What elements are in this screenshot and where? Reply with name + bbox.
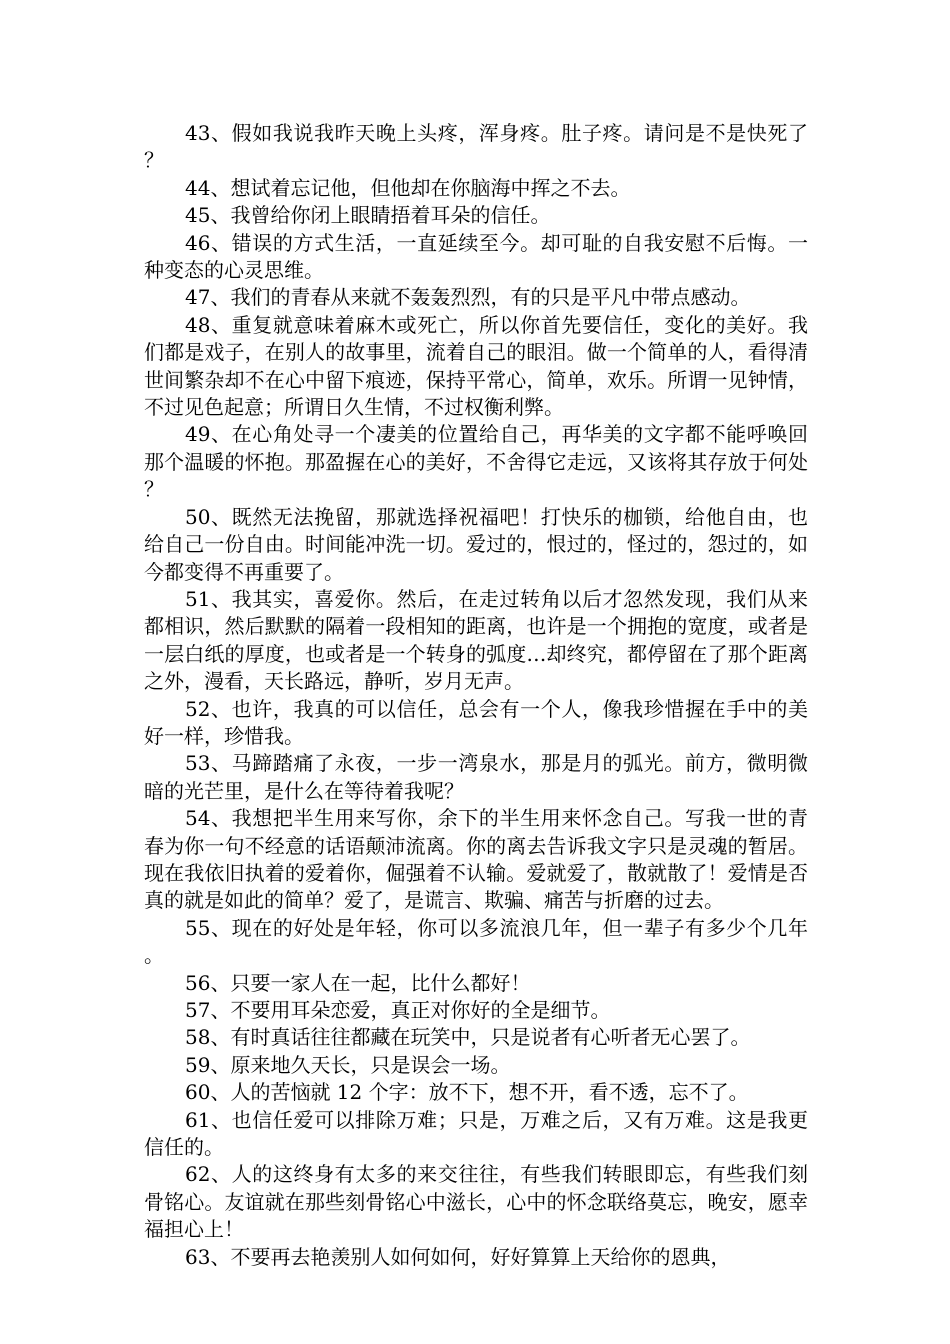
paragraph-50: 50、既然无法挽留，那就选择祝福吧！打快乐的枷锁，给他自由，也给自己一份自由。时间能冲洗一切。爱过的，恨过的，怪过的，怨过的，如今都变得不再重要了。 bbox=[144, 504, 808, 584]
paragraph-48: 48、重复就意味着麻木或死亡，所以你首先要信任，变化的美好。我们都是戏子，在别人的故事里，流着自己的眼泪。做一个简单的人，看得清世间繁杂却不在心中留下痕迹，保持平常心，简单，欢乐。所谓一见钟情，不过见色起意；所谓日久生情，不过权衡利弊。 bbox=[144, 312, 808, 420]
paragraph-57: 57、不要用耳朵恋爱，真正对你好的全是细节。 bbox=[185, 998, 611, 1022]
paragraph-63: 63、不要再去艳羡别人如何如何，好好算算上天给你的恩典， bbox=[185, 1244, 731, 1269]
paragraph-51: 51、我其实，喜爱你。然后，在走过转角以后才忽然发现，我们从来都相识，然后默默的隔着一段相知的距离，也许是一个拥抱的宽度，或者是一层白纸的厚度，也或者是一个转身的弧度…却终究，都停留在了那个距离之外，漫看，天长路远，静听，岁月无声。 bbox=[144, 586, 808, 694]
paragraph-62: 62、人的这终身有太多的来交往往，有些我们转眼即忘，有些我们刻骨铭心。友谊就在那些刻骨铭心中滋长，心中的怀念联络莫忘，晚安，愿幸福担心上！ bbox=[144, 1162, 808, 1242]
paragraph-46: 46、错误的方式生活，一直延续至今。却可耻的自我安慰不后悔。一种变态的心灵思维。 bbox=[144, 230, 808, 283]
paragraph-54: 54、我想把半生用来写你，余下的半生用来怀念自己。写我一世的青春为你一句不经意的话语颠沛流离。你的离去告诉我文字只是灵魂的暂居。现在我依旧执着的爱着你，倔强着不认输。爱就爱了，散就散了！爱情是否真的就是如此的简单？爱了，是谎言、欺骗、痛苦与折磨的过去。 bbox=[144, 806, 808, 913]
paragraph-55: 55、现在的好处是年轻，你可以多流浪几年，但一辈子有多少个几年。 bbox=[144, 915, 808, 968]
document-page bbox=[144, 120, 808, 1271]
paragraph-45: 45、我曾给你闭上眼睛捂着耳朵的信任。 bbox=[185, 203, 551, 228]
paragraph-52: 52、也许，我真的可以信任，总会有一个人，像我珍惜握在手中的美好一样，珍惜我。 bbox=[144, 696, 808, 748]
paragraph-49: 49、在心角处寻一个凄美的位置给自己，再华美的文字都不能呼唤回那个温暖的怀抱。那盈握在心的美好，不舍得它走远，又该将其存放于何处？ bbox=[144, 422, 808, 502]
paragraph-61: 61、也信任爱可以排除万难；只是，万难之后，又有万难。这是我更信任的。 bbox=[144, 1107, 808, 1160]
paragraph-60: 60、人的苦恼就 12 个字：放不下，想不开，看不透，忘不了。 bbox=[185, 1080, 749, 1105]
paragraph-43: 43、假如我说我昨天晚上头疼，浑身疼。肚子疼。请问是不是快死了？ bbox=[144, 121, 808, 173]
paragraph-44: 44、想试着忘记他，但他却在你脑海中挥之不去。 bbox=[185, 175, 631, 200]
paragraph-47: 47、我们的青春从来就不轰轰烈烈，有的只是平凡中带点感动。 bbox=[185, 285, 751, 310]
paragraph-59: 59、原来地久天长，只是误会一场。 bbox=[185, 1052, 511, 1077]
paragraph-53: 53、马蹄踏痛了永夜，一步一湾泉水，那是月的弧光。前方，微明微暗的光芒里，是什么在等待着我呢？ bbox=[144, 751, 808, 803]
paragraph-56: 56、只要一家人在一起，比什么都好！ bbox=[185, 970, 531, 995]
paragraph-58: 58、有时真话往往都藏在玩笑中，只是说者有心听者无心罢了。 bbox=[185, 1025, 751, 1050]
